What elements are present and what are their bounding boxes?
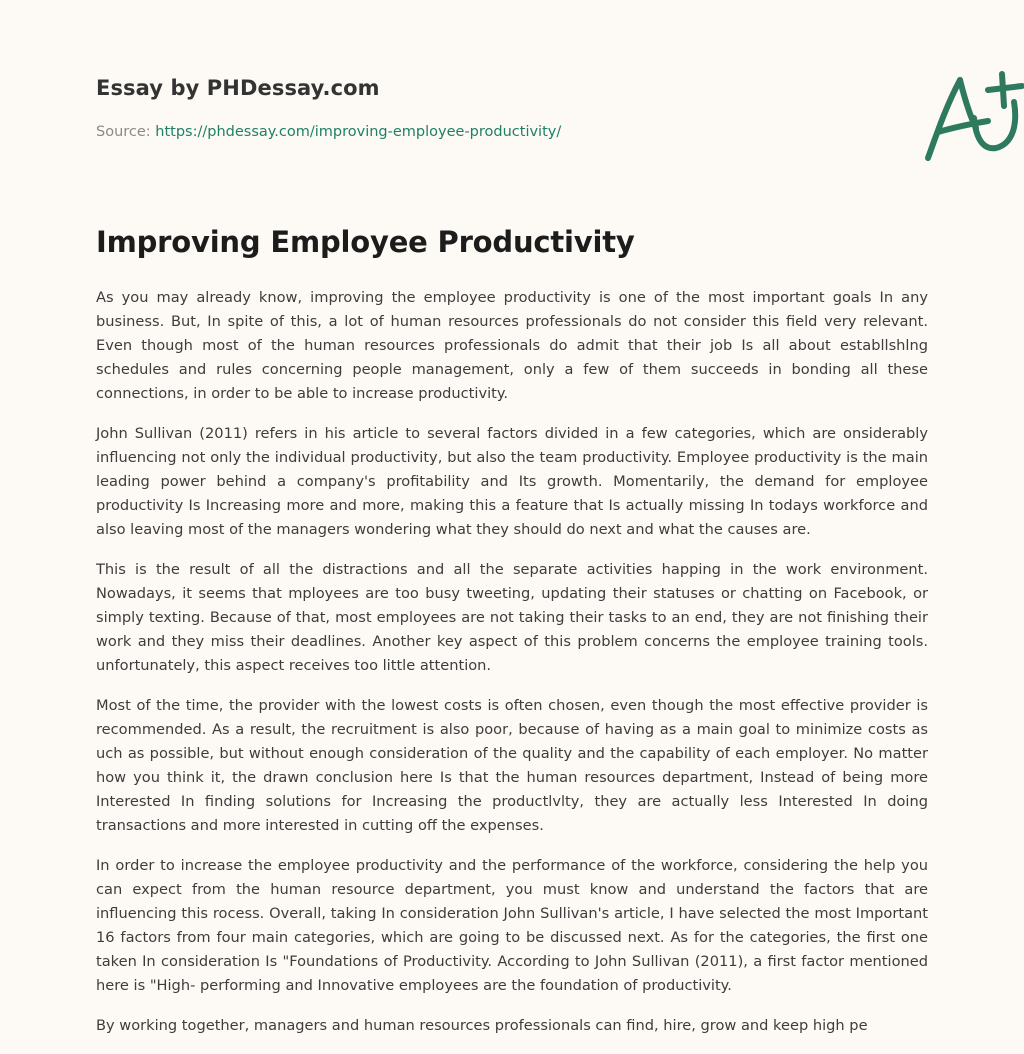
essay-paragraph-2: John Sullivan (2011) refers in his article to several factors divided in a few categories, which are onsiderably influencing not only the individual productivity, but also the team productivity. Employee productivity is the main leading power behind a company's profitability and Its growth. Momentarily, the demand for employee productivity Is Increasing more and more, making this a feature that Is actually missing In todays workforce and also leaving most of the managers wondering what they should do next and what the causes are. bbox=[96, 425, 928, 538]
essay-paragraph-1: As you may already know, improving the employee productivity is one of the most important goals In any business. But, In spite of this, a lot of human resources professionals do not consider this field very relevant. Even though most of the human resources professionals do admit that their job Is all about establlshlng schedules and rules concerning people management, only a few of them succeeds in bonding all these connections, in order to be able to increase productivity. bbox=[96, 289, 928, 402]
essay-body bbox=[96, 286, 928, 1054]
essay-paragraph-6: By working together, managers and human resources professionals can find, hire, grow and keep high pe bbox=[96, 1017, 868, 1034]
essay-paragraph-4: Most of the time, the provider with the lowest costs is often chosen, even though the most effective provider is recommended. As a result, the recruitment is also poor, because of having as a main goal to minimize costs as uch as possible, but without enough consideration of the quality and the capability of each employer. No matter how you think it, the drawn conclusion here Is that the human resources department, Instead of being more Interested In finding solutions for Increasing the productlvlty, they are actually less Interested In doing transactions and more interested in cutting off the expenses. bbox=[96, 697, 928, 834]
site-title: Essay by PHDessay.com bbox=[96, 76, 380, 100]
essay-paragraph-5: In order to increase the employee productivity and the performance of the workforce, considering the help you can expect from the human resource department, you must know and understand the factors that are influencing this rocess. Overall, taking In consideration John Sullivan's article, I have selected the most Important 16 factors from four main categories, which are going to be discussed next. As for the categories, the first one taken In consideration Is "Foundations of Productivity. According to John Sullivan (2011), a first factor mentioned here is "High- performing and Innovative employees are the foundation of productivity. bbox=[96, 857, 928, 994]
essay-paragraph-3: This is the result of all the distractions and all the separate activities happing in the work environment. Nowadays, it seems that mployees are too busy tweeting, updating their statuses or chatting on Facebook, or simply texting. Because of that, most employees are not taking their tasks to an end, they are not finishing their work and they miss their deadlines. Another key aspect of this problem concerns the employee training tools. unfortunately, this aspect receives too little attention. bbox=[96, 561, 928, 674]
source-line bbox=[96, 124, 561, 140]
source-label: Source: bbox=[96, 124, 156, 140]
a-plus-logo-svg bbox=[918, 66, 1024, 166]
a-plus-grade-icon bbox=[918, 66, 1024, 166]
essay-title: Improving Employee Productivity bbox=[96, 225, 635, 259]
source-link[interactable]: https://phdessay.com/improving-employee-productivity/ bbox=[155, 124, 562, 140]
